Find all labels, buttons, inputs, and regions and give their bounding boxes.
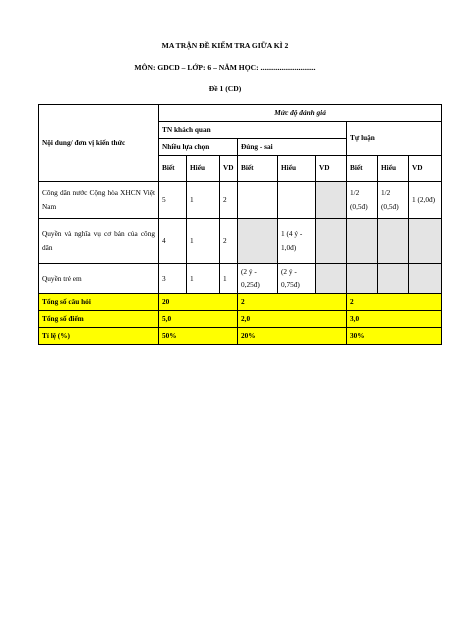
summary-ds: 20%: [238, 328, 347, 345]
summary-label: Tổng số điểm: [39, 311, 159, 328]
col-header: Biết: [347, 155, 378, 181]
value-cell: [316, 263, 347, 294]
exam-matrix-table: [38, 104, 442, 345]
summary-tl: 30%: [347, 328, 442, 345]
level-header: Mức độ đánh giá: [159, 105, 442, 122]
value-cell: 2: [220, 181, 238, 218]
value-cell: [278, 181, 316, 218]
col-header: Hiểu: [278, 155, 316, 181]
value-cell: 4: [159, 218, 187, 263]
value-cell: [409, 218, 442, 263]
col-header: VD: [220, 155, 238, 181]
tn-header: TN khách quan: [159, 121, 347, 138]
topic-cell: Quyền trẻ em: [39, 263, 159, 294]
summary-ds: 2: [238, 294, 347, 311]
table-row: [39, 218, 442, 263]
summary-tl: 2: [347, 294, 442, 311]
summary-row: [39, 328, 442, 345]
value-cell: [316, 181, 347, 218]
col-header: VD: [409, 155, 442, 181]
value-cell: [347, 263, 378, 294]
col-header: Hiểu: [378, 155, 409, 181]
summary-label: Tổng số câu hỏi: [39, 294, 159, 311]
topic-cell: Quyền và nghĩa vụ cơ bản của công dân: [39, 218, 159, 263]
summary-row: [39, 311, 442, 328]
col-header: Biết: [238, 155, 278, 181]
value-cell: 1: [220, 263, 238, 294]
header-row-1: [39, 105, 442, 122]
document-title: MA TRẬN ĐỀ KIỂM TRA GIỮA KÌ 2: [161, 41, 289, 50]
value-cell: 1/2 (0,5đ): [347, 181, 378, 218]
value-cell: 2: [220, 218, 238, 263]
value-cell: (2 ý - 0,75đ): [278, 263, 316, 294]
value-cell: [238, 218, 278, 263]
summary-mc: 50%: [159, 328, 238, 345]
value-cell: [378, 218, 409, 263]
document-subtitle: MÔN: GDCD – LỚP: 6 – NĂM HỌC: .............................: [134, 63, 316, 72]
value-cell: 5: [159, 181, 187, 218]
summary-row: [39, 294, 442, 311]
mc-header: Nhiều lựa chọn: [159, 138, 238, 155]
value-cell: 1: [187, 263, 220, 294]
value-cell: [347, 218, 378, 263]
value-cell: [409, 263, 442, 294]
value-cell: 1: [187, 181, 220, 218]
tl-header: Tự luận: [347, 121, 442, 155]
summary-tl: 3,0: [347, 311, 442, 328]
content-header: Nội dung/ đơn vị kiến thức: [39, 105, 159, 182]
summary-label: Tỉ lệ (%): [39, 328, 159, 345]
value-cell: 1 (2,0đ): [409, 181, 442, 218]
value-cell: 1 (4 ý - 1,0đ): [278, 218, 316, 263]
value-cell: (2 ý - 0,25đ): [238, 263, 278, 294]
col-header: Biết: [159, 155, 187, 181]
value-cell: [378, 263, 409, 294]
table-row: [39, 263, 442, 294]
summary-mc: 5,0: [159, 311, 238, 328]
value-cell: 3: [159, 263, 187, 294]
topic-cell: Công dân nước Cộng hòa XHCN Việt Nam: [39, 181, 159, 218]
summary-ds: 2,0: [238, 311, 347, 328]
col-header: Hiểu: [187, 155, 220, 181]
value-cell: 1: [187, 218, 220, 263]
value-cell: [238, 181, 278, 218]
value-cell: 1/2 (0,5đ): [378, 181, 409, 218]
table-row: [39, 181, 442, 218]
ds-header: Đúng - sai: [238, 138, 347, 155]
summary-mc: 20: [159, 294, 238, 311]
exam-code: Đề 1 (CD): [208, 84, 242, 93]
col-header: VD: [316, 155, 347, 181]
value-cell: [316, 218, 347, 263]
